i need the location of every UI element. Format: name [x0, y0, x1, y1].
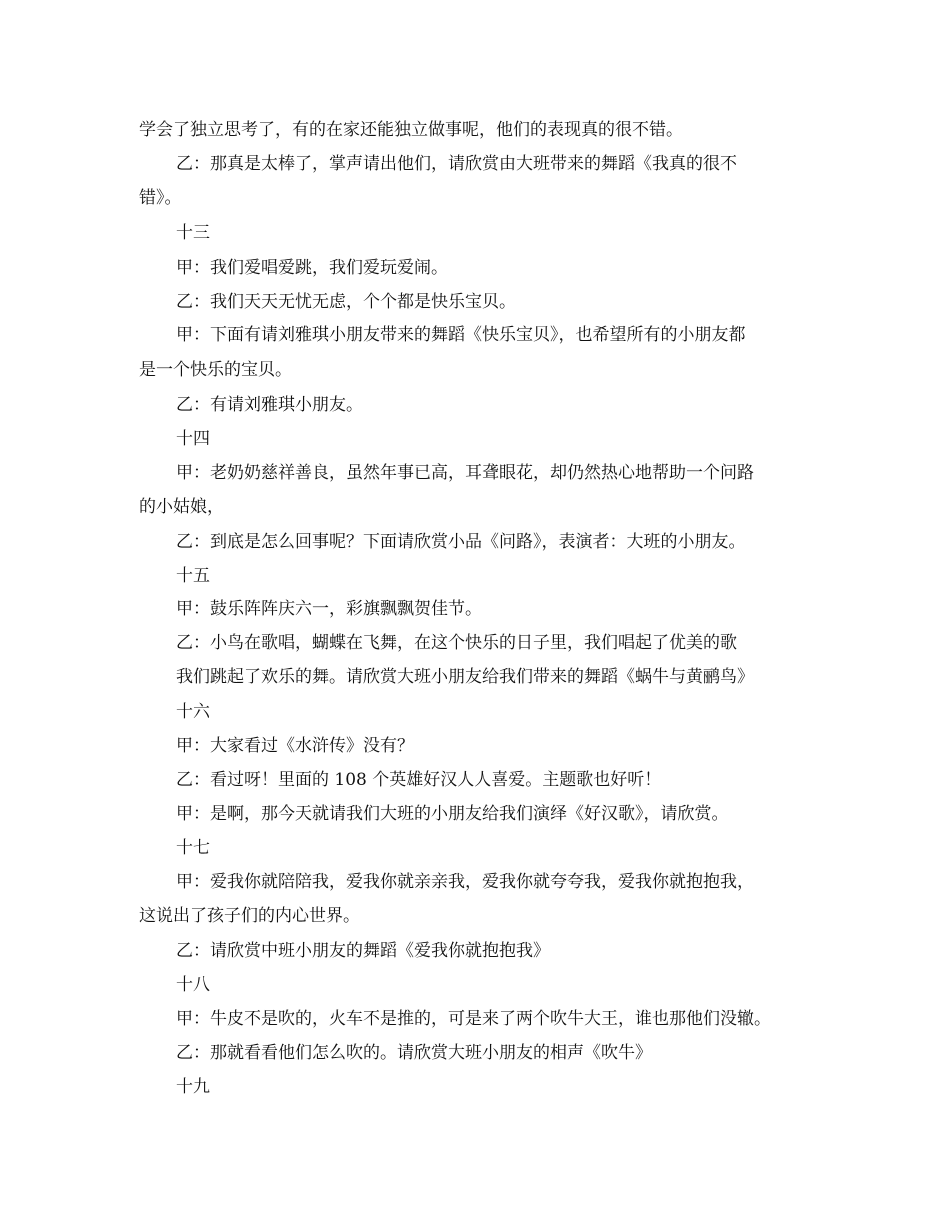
dialogue-line: 甲：我们爱唱爱跳，我们爱玩爱闹。 — [176, 258, 448, 278]
dialogue-line: 乙：到底是怎么回事呢？下面请欣赏小品《问路》，表演者：大班的小朋友。 — [176, 532, 746, 552]
paragraph-line: 这说出了孩子们的内心世界。 — [139, 906, 360, 926]
dialogue-line: 乙：小鸟在歌唱，蝴蝶在飞舞，在这个快乐的日子里，我们唱起了优美的歌 — [176, 633, 737, 653]
section-number: 十五 — [176, 566, 210, 586]
section-number: 十六 — [176, 702, 210, 722]
dialogue-line: 甲：鼓乐阵阵庆六一，彩旗飘飘贺佳节。 — [176, 599, 482, 619]
dialogue-line: 甲：大家看过《水浒传》没有？ — [176, 736, 414, 756]
paragraph-line: 错》。 — [139, 188, 182, 208]
dialogue-line: 甲：是啊，那今天就请我们大班的小朋友给我们演绎《好汉歌》，请欣赏。 — [176, 804, 729, 824]
section-number: 十四 — [176, 429, 210, 449]
paragraph-line: 的小姑娘， — [139, 497, 224, 517]
dialogue-line: 甲：老奶奶慈祥善良，虽然年事已高，耳聋眼花，却仍然热心地帮助一个问路 — [176, 463, 754, 483]
dialogue-line: 乙：有请刘雅琪小朋友。 — [176, 395, 363, 415]
dialogue-line: 乙：那就看看他们怎么吹的。请欣赏大班小朋友的相声《吹牛》 — [176, 1043, 652, 1063]
paragraph-line: 学会了独立思考了，有的在家还能独立做事呢，他们的表现真的很不错。 — [139, 120, 683, 140]
section-number: 十八 — [176, 975, 210, 995]
paragraph-line: 乙：那真是太棒了，掌声请出他们，请欣赏由大班带来的舞蹈《我真的很不 — [176, 154, 737, 174]
dialogue-line: 乙：我们天天无忧无虑，个个都是快乐宝贝。 — [176, 292, 516, 312]
dialogue-line: 我们跳起了欢乐的舞。请欣赏大班小朋友给我们带来的舞蹈《蜗牛与黄鹂鸟》 — [176, 667, 754, 687]
dialogue-line: 甲：下面有请刘雅琪小朋友带来的舞蹈《快乐宝贝》，也希望所有的小朋友都 — [176, 325, 746, 345]
section-number: 十七 — [176, 838, 210, 858]
dialogue-line: 甲：爱我你就陪陪我，爱我你就亲亲我，爱我你就夸夸我，爱我你就抱抱我， — [176, 872, 754, 892]
dialogue-line: 乙：请欣赏中班小朋友的舞蹈《爱我你就抱抱我》 — [176, 941, 550, 961]
section-number: 十九 — [176, 1077, 210, 1097]
dialogue-line: 甲：牛皮不是吹的，火车不是推的，可是来了两个吹牛大王，谁也那他们没辙。 — [176, 1009, 771, 1029]
dialogue-line: 乙：看过呀！里面的 108 个英雄好汉人人喜爱。主题歌也好听！ — [176, 770, 662, 790]
paragraph-line: 是一个快乐的宝贝。 — [139, 360, 292, 380]
section-number: 十三 — [176, 223, 210, 243]
